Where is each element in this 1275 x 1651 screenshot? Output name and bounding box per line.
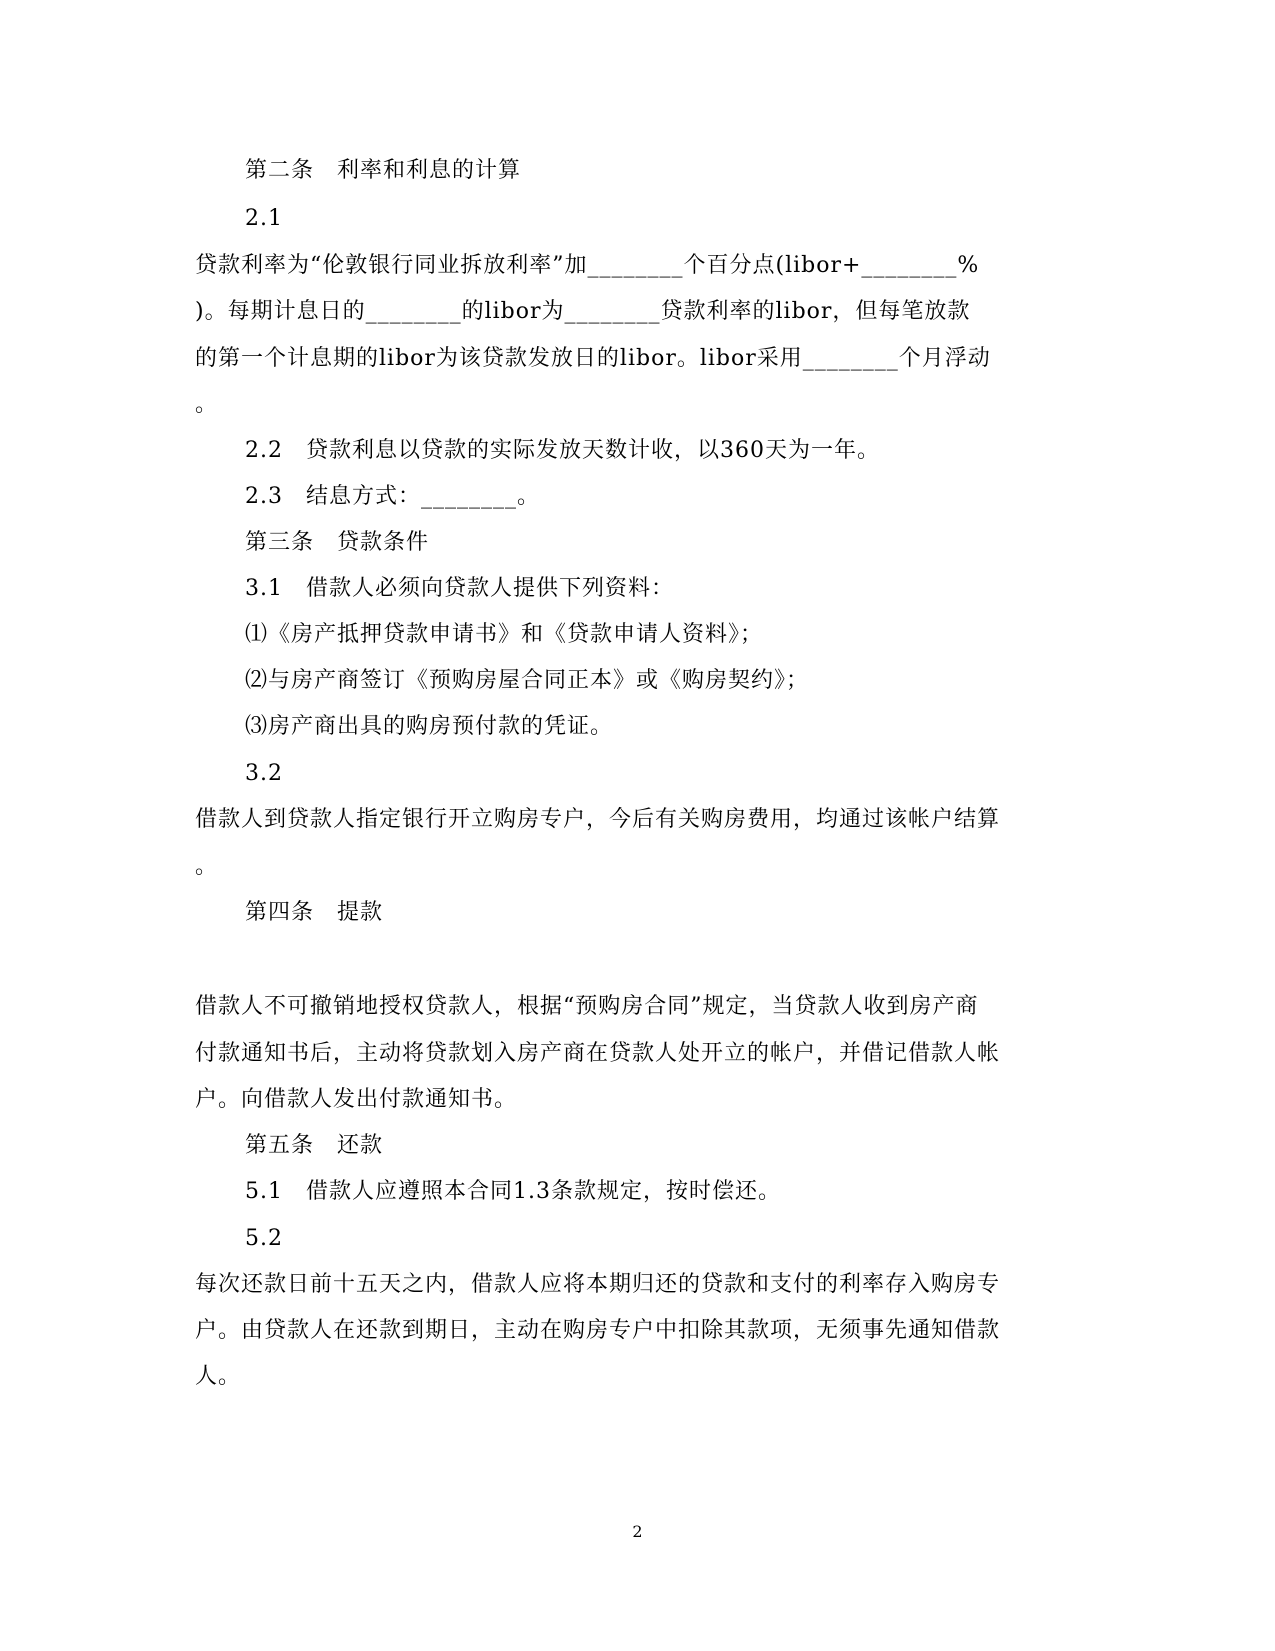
paragraph-line: 贷款利率为“伦敦银行同业拆放利率”加________个百分点(libor+________%: [195, 253, 980, 278]
clause-5-2-number: 5.2: [245, 1226, 283, 1251]
paragraph-line: 户。由贷款人在还款到期日，主动在购房专户中扣除其款项，无须事先通知借款: [195, 1318, 1001, 1343]
paragraph-line: 付款通知书后，主动将贷款划入房产商在贷款人处开立的帐户，并借记借款人帐: [195, 1041, 1001, 1066]
clause-2-3: 2.3 结息方式：________。: [245, 484, 540, 509]
clause-2-1-number: 2.1: [245, 206, 283, 231]
paragraph-line: 借款人到贷款人指定银行开立购房专户，今后有关购房费用，均通过该帐户结算: [195, 807, 1001, 832]
clause-3-1: 3.1 借款人必须向贷款人提供下列资料：: [245, 576, 674, 601]
article-4-heading: 第四条 提款: [245, 900, 384, 925]
article-3-heading: 第三条 贷款条件: [245, 530, 430, 555]
paragraph-line: 。: [195, 854, 219, 879]
clause-3-2-number: 3.2: [245, 761, 283, 786]
paragraph-line: )。每期计息日的________的libor为________贷款利率的libor，但每笔放款: [195, 299, 971, 324]
paragraph-line: 每次还款日前十五天之内，借款人应将本期归还的贷款和支付的利率存入购房专: [195, 1272, 1001, 1297]
article-5-heading: 第五条 还款: [245, 1133, 384, 1158]
article-2-heading: 第二条 利率和利息的计算: [245, 158, 522, 183]
clause-2-2: 2.2 贷款利息以贷款的实际发放天数计收，以360天为一年。: [245, 438, 880, 463]
list-item: ⑶房产商出具的购房预付款的凭证。: [245, 714, 614, 739]
paragraph-line: 借款人不可撤销地授权贷款人，根据“预购房合同”规定，当贷款人收到房产商: [195, 994, 979, 1019]
paragraph-line: 。: [195, 392, 219, 417]
page-number: 2: [632, 1522, 643, 1541]
list-item: ⑴《房产抵押贷款申请书》和《贷款申请人资料》；: [245, 622, 764, 647]
paragraph-line: 户。向借款人发出付款通知书。: [195, 1087, 518, 1112]
clause-5-1: 5.1 借款人应遵照本合同1.3条款规定，按时偿还。: [245, 1179, 781, 1204]
list-item: ⑵与房产商签订《预购房屋合同正本》或《购房契约》；: [245, 668, 810, 693]
paragraph-line: 人。: [195, 1364, 242, 1389]
paragraph-line: 的第一个计息期的libor为该贷款发放日的libor。libor采用________个月浮动: [195, 346, 991, 371]
